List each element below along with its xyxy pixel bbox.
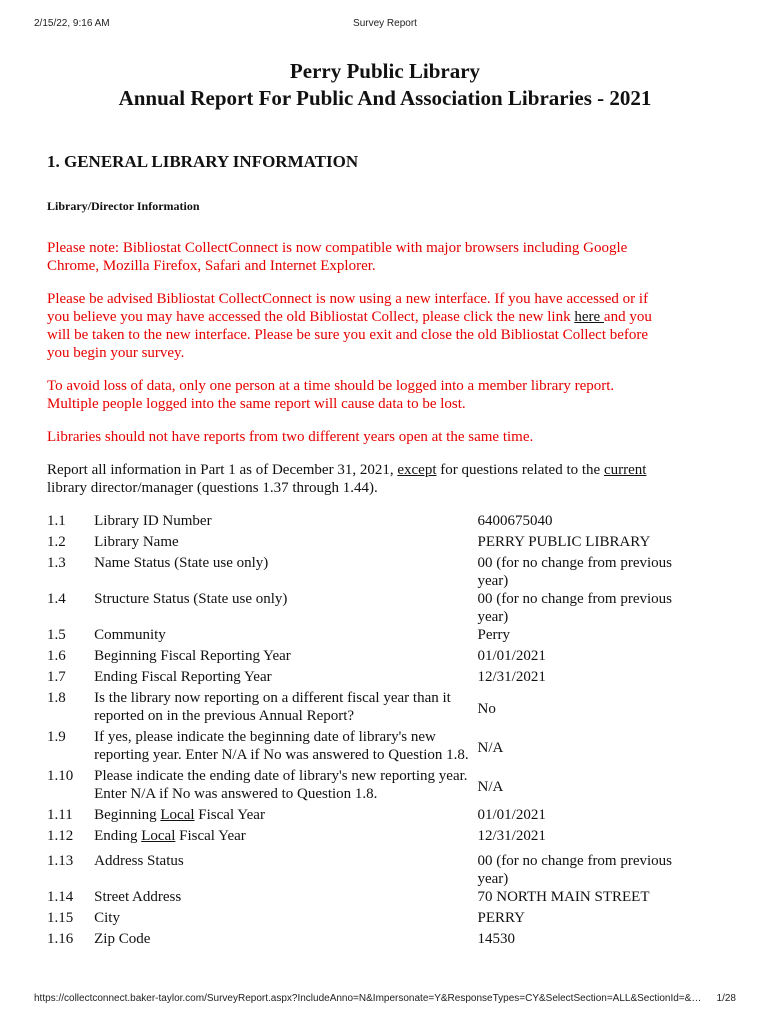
question-number: 1.9 xyxy=(47,729,66,745)
question-number: 1.15 xyxy=(47,910,74,926)
question-number: 1.12 xyxy=(47,828,74,844)
question-number: 1.16 xyxy=(47,931,74,947)
question-text: Name Status (State use only) xyxy=(94,555,269,571)
report-instructions-current: current xyxy=(603,462,647,478)
question-text-local: Local xyxy=(160,807,195,823)
table-row xyxy=(47,909,687,930)
report-instructions-c: library director/manager (questions 1.37 through 1.44). xyxy=(47,480,378,496)
question-text-b: Fiscal Year xyxy=(175,828,246,844)
question-number: 1.8 xyxy=(47,690,66,706)
question-text: Please indicate the ending date of library's new reporting year. Enter N/A if No was answered to Question 1.8. xyxy=(94,768,468,802)
table-row xyxy=(47,668,687,689)
table-row xyxy=(47,554,687,590)
question-answer: 12/31/2021 xyxy=(477,828,546,844)
question-text-local: Local xyxy=(141,828,176,844)
report-instructions-a: Report all information in Part 1 as of December 31, 2021, xyxy=(47,462,398,478)
question-answer: 12/31/2021 xyxy=(477,669,546,685)
report-title-line1: Perry Public Library xyxy=(289,59,481,83)
question-number: 1.10 xyxy=(47,768,74,784)
question-answer: 14530 xyxy=(477,931,515,947)
question-text xyxy=(94,827,477,848)
table-row xyxy=(47,590,687,626)
table-row xyxy=(47,767,687,806)
question-answer: PERRY xyxy=(477,910,526,926)
question-text: Library ID Number xyxy=(94,513,212,529)
question-text: City xyxy=(94,910,120,926)
question-answer: Perry xyxy=(477,627,510,643)
note-new-interface xyxy=(47,290,667,362)
notes-block xyxy=(47,239,667,497)
note-new-interface-text-b: and you will be taken to the new interface. Please be sure you exit and close the old Bibliostat Collect before you begin your survey. xyxy=(47,309,652,361)
new-interface-link[interactable]: here xyxy=(574,309,604,325)
table-row xyxy=(47,888,687,909)
question-answer: No xyxy=(477,700,496,717)
section-heading: 1. GENERAL LIBRARY INFORMATION xyxy=(47,152,359,171)
question-text: Structure Status (State use only) xyxy=(94,591,288,607)
table-row xyxy=(47,689,687,728)
print-url: https://collectconnect.baker-taylor.com/SurveyReport.aspx?IncludeAnno=N&Impersonate=Y&ResponseTypes=CY&SelectSection=ALL&SectionId=&… xyxy=(34,993,702,1004)
question-answer: 01/01/2021 xyxy=(477,648,546,664)
question-number: 1.2 xyxy=(47,534,66,550)
report-instructions-b: for questions related to the xyxy=(436,462,604,478)
question-text-b: Fiscal Year xyxy=(194,807,265,823)
question-answer: PERRY PUBLIC LIBRARY xyxy=(477,534,651,550)
table-row xyxy=(47,626,687,647)
table-row xyxy=(47,848,687,888)
question-text: Library Name xyxy=(94,534,179,550)
question-answer: 00 (for no change from previous year) xyxy=(477,853,673,887)
question-answer: 6400675040 xyxy=(477,513,553,529)
question-number: 1.4 xyxy=(47,591,66,607)
question-text: If yes, please indicate the beginning date of library's new reporting year. Enter N/A if No was answered to Question 1.8. xyxy=(94,729,469,763)
table-row xyxy=(47,728,687,767)
table-row xyxy=(47,647,687,668)
question-number: 1.1 xyxy=(47,513,66,529)
question-answer: 00 (for no change from previous year) xyxy=(477,591,673,625)
question-answer: 01/01/2021 xyxy=(477,807,546,823)
question-number: 1.7 xyxy=(47,669,66,685)
report-title-line2: Annual Report For Public And Association Libraries - 2021 xyxy=(118,86,652,110)
question-text: Beginning Fiscal Reporting Year xyxy=(94,648,291,664)
question-answer: N/A xyxy=(477,739,504,756)
question-text: Community xyxy=(94,627,166,643)
print-datetime: 2/15/22, 9:16 AM xyxy=(34,18,110,29)
question-text: Street Address xyxy=(94,889,182,905)
question-text-a: Beginning xyxy=(94,807,161,823)
question-number: 1.3 xyxy=(47,555,66,571)
page-number: 1/28 xyxy=(716,993,736,1004)
question-text: Is the library now reporting on a different fiscal year than it reported on in the previous Annual Report? xyxy=(94,690,451,724)
table-row xyxy=(47,512,687,533)
question-text: Zip Code xyxy=(94,931,151,947)
note-two-years: Libraries should not have reports from two different years open at the same time. xyxy=(47,429,534,445)
question-text: Ending Fiscal Reporting Year xyxy=(94,669,272,685)
report-instructions-except: except xyxy=(397,462,437,478)
question-answer: N/A xyxy=(477,778,504,795)
question-text: Address Status xyxy=(94,853,184,869)
note-browser-compat: Please note: Bibliostat CollectConnect is now compatible with major browsers including Google Chrome, Mozilla Firefox, Safari and Internet Explorer. xyxy=(47,240,628,274)
question-answer: 70 NORTH MAIN STREET xyxy=(477,889,650,905)
table-row xyxy=(47,930,687,951)
question-number: 1.5 xyxy=(47,627,66,643)
report-title xyxy=(0,58,770,112)
table-row xyxy=(47,533,687,554)
questions-table xyxy=(47,512,687,951)
question-answer: 00 (for no change from previous year) xyxy=(477,555,673,589)
report-instructions xyxy=(47,461,667,497)
question-text xyxy=(94,806,477,827)
section-subheading: Library/Director Information xyxy=(47,199,200,213)
table-row xyxy=(47,806,687,827)
question-number: 1.13 xyxy=(47,853,74,869)
note-new-interface-text-a: Please be advised Bibliostat CollectConnect is now using a new interface. If you have accessed or if you believe you may have accessed the old Bibliostat Collect, please click the new link xyxy=(47,291,649,325)
question-text-a: Ending xyxy=(94,828,142,844)
table-row xyxy=(47,827,687,848)
question-number: 1.6 xyxy=(47,648,66,664)
note-data-loss: To avoid loss of data, only one person at a time should be logged into a member library report. Multiple people logged into the same report will cause data to be lost. xyxy=(47,378,615,412)
print-page-title: Survey Report xyxy=(353,18,417,29)
question-number: 1.11 xyxy=(47,807,73,823)
question-number: 1.14 xyxy=(47,889,74,905)
